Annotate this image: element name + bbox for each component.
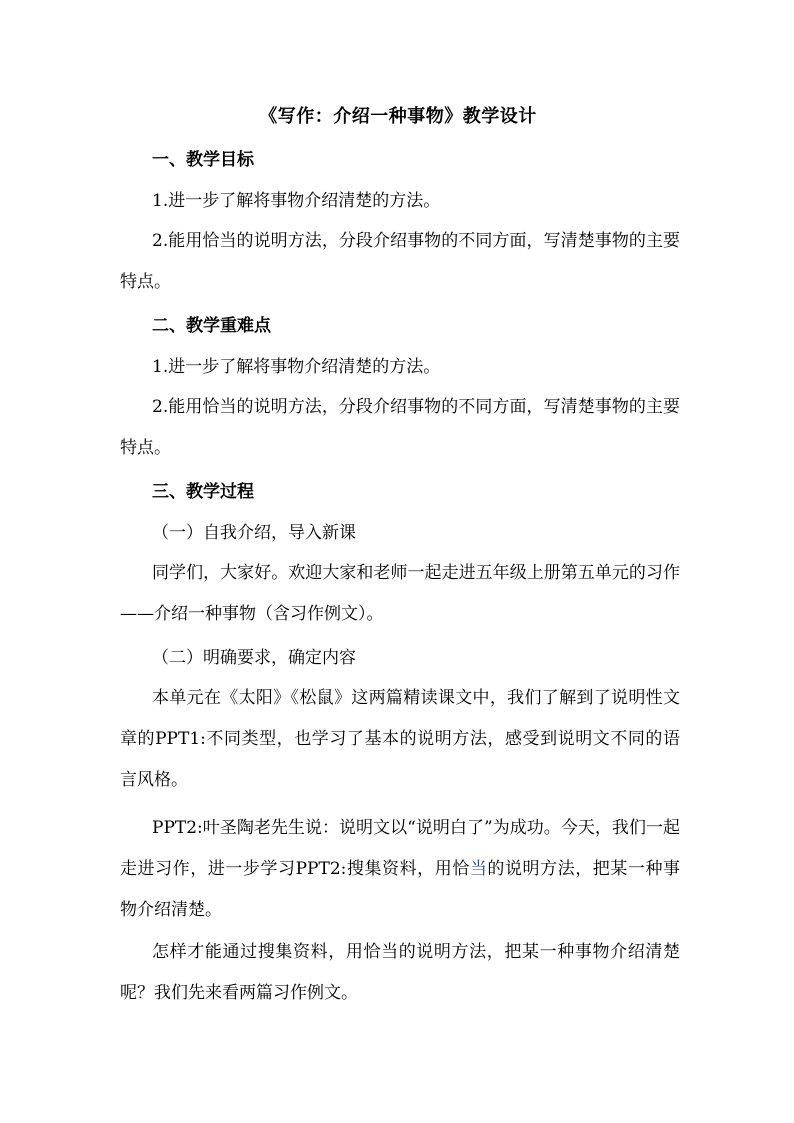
process-paragraph-3-part-b: 的说明方法，把某一种事物介绍清楚。 [120, 859, 681, 920]
key-point-item-1: 1.进一步了解将事物介绍清楚的方法。 [152, 357, 441, 377]
section-heading-key-points: 二、教学重难点 [152, 316, 271, 336]
goal-item-2: 2.能用恰当的说明方法，分段介绍事物的不同方面，写清楚事物的主要特点。 [120, 231, 680, 292]
process-subheading-2: （二）明确要求，确定内容 [152, 648, 356, 668]
process-paragraph-3-highlight: 当 [469, 859, 488, 879]
process-subheading-1: （一）自我介绍，导入新课 [152, 523, 356, 543]
process-paragraph-1: 同学们，大家好。欢迎大家和老师一起走进五年级上册第五单元的习作——介绍一种事物（含习作例文）。 [120, 563, 680, 624]
document-title: 《写作：介绍一种事物》教学设计 [259, 106, 537, 127]
goal-item-1: 1.进一步了解将事物介绍清楚的方法。 [152, 191, 441, 211]
section-heading-teaching-process: 三、教学过程 [152, 482, 254, 502]
process-paragraph-4: 怎样才能通过搜集资料，用恰当的说明方法，把某一种事物介绍清楚呢？我们先来看两篇习作例文。 [120, 942, 680, 1003]
process-paragraph-3 [120, 808, 680, 931]
process-paragraph-3-part-a: PPT2:叶圣陶老先生说：说明文以“说明白了”为成功。今天，我们一起走进习作，进一步学习PPT2:搜集资料，用恰 [120, 818, 680, 879]
process-paragraph-2: 本单元在《太阳》《松鼠》这两篇精读课文中，我们了解到了说明性文章的PPT1:不同类型，也学习了基本的说明方法，感受到说明文不同的语言风格。 [120, 688, 680, 790]
section-heading-teaching-goals: 一、教学目标 [152, 150, 254, 170]
key-point-item-2: 2.能用恰当的说明方法，分段介绍事物的不同方面，写清楚事物的主要特点。 [120, 397, 680, 458]
